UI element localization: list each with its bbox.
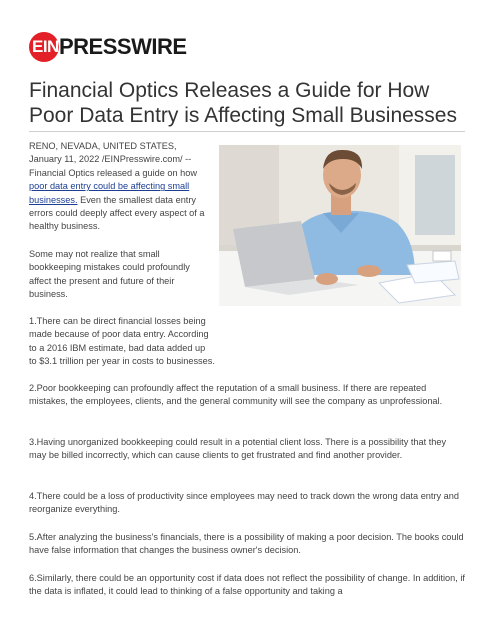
divider — [29, 131, 465, 132]
article-photo — [219, 145, 461, 306]
paragraph-point-3: 3.Having unorganized bookkeeping could result in a potential client loss. There is a possibility that they may be billed incorrectly, which can cause clients to get frustrated and find another provider. — [29, 437, 447, 461]
intro-text-end: Even the smallest data entry errors could deeply affect every aspect of a healthy business. — [29, 194, 205, 232]
headline: Financial Optics Releases a Guide for How Poor Data Entry is Affecting Small Businesses — [29, 79, 457, 127]
logo-badge — [29, 32, 59, 62]
ein-presswire-logo[interactable] — [29, 33, 187, 61]
paragraph-point-1 — [29, 315, 465, 369]
logo-badge-text: EIN — [32, 37, 59, 56]
paragraph-point-2: 2.Poor bookkeeping can profoundly affect the reputation of a small business. If there are repeated mistakes, the employees, clients, and the general community will see the company as unprofessional. — [29, 383, 443, 407]
paragraph-point-6: 6.Similarly, there could be an opportunity cost if data does not reflect the possibility of change. In addition, if the data is inflated, it could lead to thinking of a false opportunity and taking a — [29, 573, 465, 597]
paragraph-2: Some may not realize that small bookkeeping mistakes could profoundly affect the present and future of their business. — [29, 249, 190, 300]
logo-wordmark: PRESSWIRE — [59, 34, 187, 59]
intro-paragraph — [29, 140, 211, 234]
point-1-text: 1.There can be direct financial losses being made because of poor data entry. According to a 2016 IBM estimate, bad data added up to $3.1 trillion per year in costs to businesses. — [29, 316, 215, 367]
paragraph-point-4: 4.There could be a loss of productivity since employees may need to track down the wrong data entry and reorganize everything. — [29, 491, 460, 515]
intro-text-start: RENO, NEVADA, UNITED STATES, January 11, 2022 /EINPresswire.com/ -- Financial Optics released a guide on how — [29, 141, 198, 178]
man-with-laptop-image — [219, 145, 461, 306]
paragraph-point-5: 5.After analyzing the business's financials, there is a possibility of making a poor decision. The books could have false information that changes the business owner's decision. — [29, 532, 464, 556]
guide-link[interactable]: poor data entry could be affecting small businesses. — [29, 181, 190, 205]
